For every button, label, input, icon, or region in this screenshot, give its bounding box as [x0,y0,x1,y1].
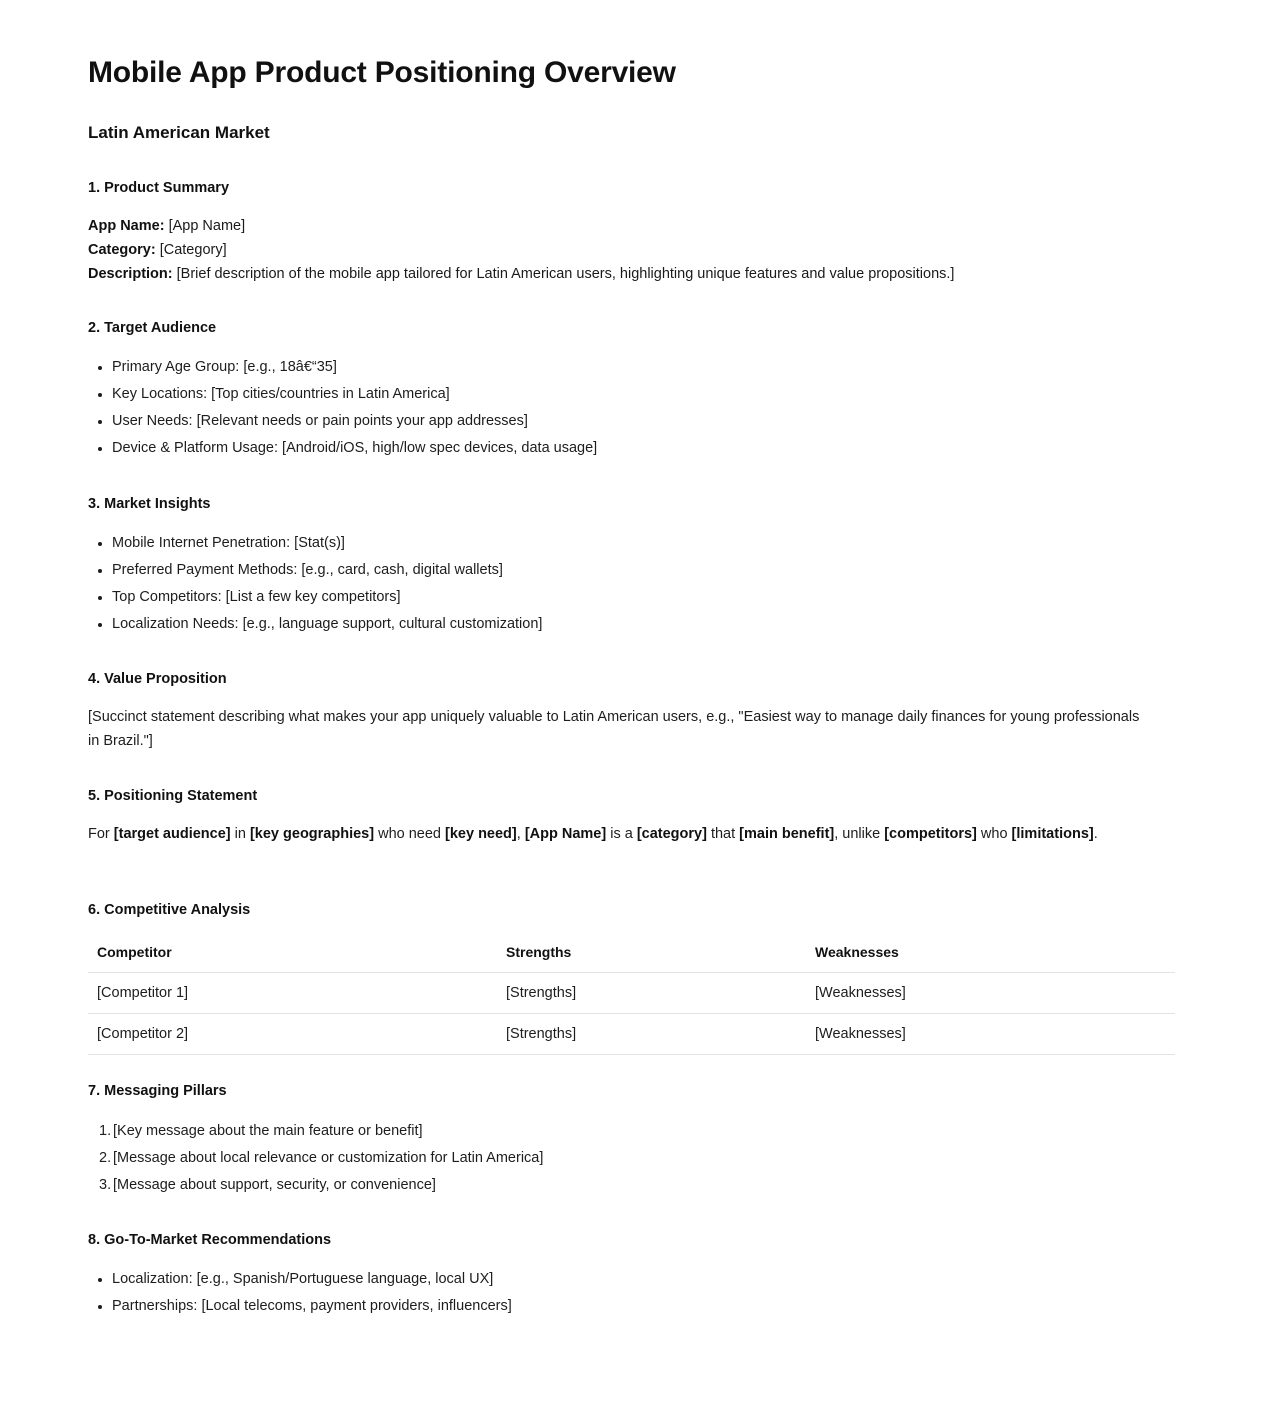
list-item: Localization Needs: [e.g., language support, cultural customization] [88,611,542,638]
market-insights-list [88,530,542,638]
field-value-description: [Brief description of the mobile app tailored for Latin American users, highlighting unique features and value propositions.] [176,266,955,282]
field-value-category: [Category] [159,242,227,258]
cell-weaknesses: [Weaknesses] [806,973,1175,1014]
competitive-analysis-table [88,944,1175,1055]
positioning-part: [key need] [445,826,517,842]
list-item: User Needs: [Relevant needs or pain points your app addresses] [88,408,597,435]
heading-product-summary: 1. Product Summary [88,180,230,196]
positioning-part: [competitors] [884,826,977,842]
positioning-part: [key geographies] [249,826,375,842]
list-item: [Message about local relevance or customization for Latin America] [113,1150,544,1166]
go-to-market-list [88,1266,512,1320]
cell-strengths: [Strengths] [497,1014,806,1055]
field-description [88,262,954,286]
positioning-part: [category] [636,826,707,842]
messaging-pillars-list [88,1118,543,1199]
field-category [88,238,954,262]
product-summary-fields [88,214,954,286]
list-item: Top Competitors: [List a few key competitors] [88,584,542,611]
positioning-part: that [706,826,740,842]
field-label-app-name: App Name: [88,218,165,234]
column-header-strengths: Strengths [497,944,806,973]
page-title: Mobile App Product Positioning Overview [88,56,676,89]
cell-competitor: [Competitor 2] [88,1014,497,1055]
heading-messaging-pillars: 7. Messaging Pillars [88,1083,227,1099]
list-item: [Key message about the main feature or benefit] [113,1123,423,1139]
document-subtitle: Latin American Market [88,123,270,142]
positioning-part: . [1093,826,1098,842]
list-item: [Message about support, security, or convenience] [113,1177,436,1193]
field-value-app-name: [App Name] [168,218,246,234]
field-label-description: Description: [88,266,173,282]
list-item: Mobile Internet Penetration: [Stat(s)] [88,530,542,557]
field-label-category: Category: [88,242,156,258]
positioning-part: [main benefit] [739,826,835,842]
positioning-statement-text [88,822,1118,846]
cell-weaknesses: [Weaknesses] [806,1014,1175,1055]
heading-market-insights: 3. Market Insights [88,496,211,512]
target-audience-list [88,354,597,462]
positioning-part: in [230,826,250,842]
positioning-part: who [976,826,1012,842]
value-proposition-text: [Succinct statement describing what makes your app uniquely valuable to Latin American users, e.g., "Easiest way to manage daily finances for young professionals in Brazil."] [88,709,1140,749]
list-item: Primary Age Group: [e.g., 18â€“35] [88,354,597,381]
list-item: Localization: [e.g., Spanish/Portuguese language, local UX] [88,1266,512,1293]
positioning-part: [App Name] [524,826,607,842]
list-item: Device & Platform Usage: [Android/iOS, high/low spec devices, data usage] [88,435,597,462]
table-header-row [88,944,1175,973]
list-item: Key Locations: [Top cities/countries in Latin America] [88,381,597,408]
field-app-name [88,214,954,238]
heading-target-audience: 2. Target Audience [88,320,217,336]
table-row [88,1014,1175,1055]
positioning-part: [target audience] [113,826,231,842]
table-row [88,973,1175,1014]
heading-value-proposition: 4. Value Proposition [88,671,227,687]
heading-go-to-market: 8. Go-To-Market Recommendations [88,1232,332,1248]
positioning-part: is a [606,826,637,842]
positioning-part: For [88,826,114,842]
cell-competitor: [Competitor 1] [88,973,497,1014]
column-header-competitor: Competitor [88,944,497,973]
positioning-part: , [516,826,525,842]
list-item: Preferred Payment Methods: [e.g., card, cash, digital wallets] [88,557,542,584]
heading-positioning-statement: 5. Positioning Statement [88,788,258,804]
heading-competitive-analysis: 6. Competitive Analysis [88,902,251,918]
column-header-weaknesses: Weaknesses [806,944,1175,973]
positioning-part: [limitations] [1011,826,1094,842]
cell-strengths: [Strengths] [497,973,806,1014]
positioning-part: who need [374,826,446,842]
list-item: Partnerships: [Local telecoms, payment providers, influencers] [88,1293,512,1320]
positioning-part: , unlike [834,826,885,842]
